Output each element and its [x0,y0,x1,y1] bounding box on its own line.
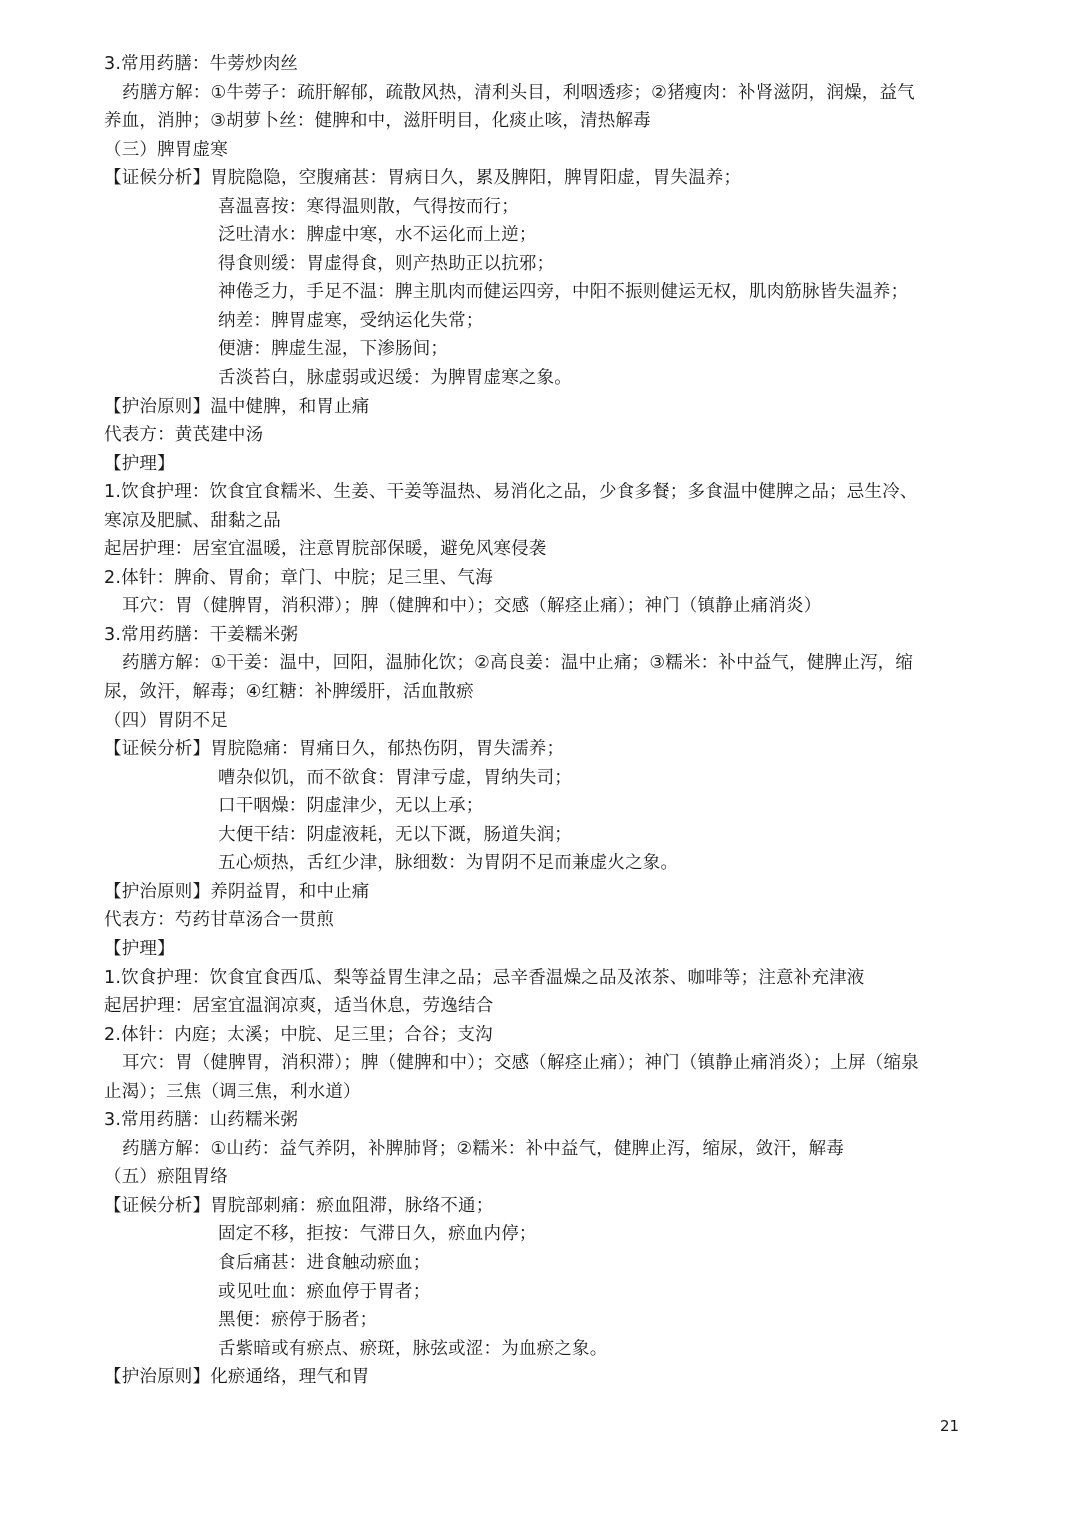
text-line: 【护理】 [104,938,175,959]
text-line: 纳差：脾胃虚寒，受纳运化失常； [218,310,484,331]
text-line: 食后痛甚：进食触动瘀血； [218,1252,431,1273]
section-heading: （四）胃阴不足 [104,710,228,731]
text-line: 2.体针：脾俞、胃俞；章门、中脘；足三里、气海 [104,567,493,588]
text-line: 五心烦热，舌红少津，脉细数：为胃阴不足而兼虚火之象。 [218,853,679,874]
text-line: 养血，消肿；③胡萝卜丝：健脾和中，滋肝明目，化痰止咳，清热解毒 [104,111,651,132]
text-line: 【证候分析】胃脘隐痛：胃痛日久，郁热伤阴，胃失濡养； [104,739,565,760]
text-line: 得食则缓：胃虚得食，则产热助正以抗邪； [218,253,555,274]
text-line: 大便干结：阴虚液耗，无以下溉，肠道失润； [218,824,572,845]
section-heading: （五）瘀阻胃络 [104,1167,228,1188]
text-line: 寒凉及肥腻、甜黏之品 [104,510,281,531]
text-line: 起居护理：居室宜温暖，注意胃脘部保暖，避免风寒侵袭 [104,539,547,560]
text-line: 1.饮食护理：饮食宜食西瓜、梨等益胃生津之品；忌辛香温燥之品及浓茶、咖啡等；注意补充津液 [104,967,865,988]
text-line: 口干咽燥：阴虚津少，无以上承； [218,796,484,817]
section-heading: （三）脾胃虚寒 [104,139,228,160]
text-line: 黑便：瘀停于肠者； [218,1310,378,1331]
text-line: 代表方：芍药甘草汤合一贯煎 [104,910,335,931]
text-line: 【护理】 [104,453,175,474]
text-line: 耳穴：胃（健脾胃，消积滞）；脾（健脾和中）；交感（解痉止痛）；神门（镇静止痛消炎）；上屏（缩泉 [122,1053,919,1074]
text-line: 神倦乏力，手足不温：脾主肌肉而健运四旁，中阳不振则健运无权，肌肉筋脉皆失温养； [218,282,909,303]
text-line: 2.体针：内庭；太溪；中脘、足三里；合谷；支沟 [104,1024,493,1045]
text-line: 药膳方解：①牛蒡子：疏肝解郁，疏散风热，清利头目，利咽透疹；②猪瘦肉：补肾滋阴，润燥，益气 [122,82,915,103]
text-line: 喜温喜按：寒得温则散，气得按而行； [218,196,519,217]
text-line: 药膳方解：①山药：益气养阴，补脾肺肾；②糯米：补中益气，健脾止泻，缩尿，敛汗，解毒 [122,1138,845,1159]
text-line: 【护治原则】化瘀通络，理气和胃 [104,1367,370,1388]
text-line: 代表方：黄芪建中汤 [104,425,264,446]
text-line: 3.常用药膳：干姜糯米粥 [104,624,299,645]
text-line: 嘈杂似饥，而不欲食：胃津亏虚，胃纳失司； [218,767,572,788]
text-line: 舌淡苔白，脉虚弱或迟缓：为脾胃虚寒之象。 [218,368,572,389]
text-line: 泛吐清水：脾虚中寒，水不运化而上逆； [218,225,537,246]
text-line: 1.饮食护理：饮食宜食糯米、生姜、干姜等温热、易消化之品，少食多餐；多食温中健脾之品；忌生冷、 [104,482,918,503]
document-body [104,50,984,1392]
text-line: 药膳方解：①干姜：温中，回阳，温肺化饮；②高良姜：温中止痛；③糯米：补中益气，健脾止泻，缩 [122,653,914,674]
text-line: 尿，敛汗，解毒；④红糖：补脾缓肝，活血散瘀 [104,682,474,703]
text-line: 耳穴：胃（健脾胃，消积滞）；脾（健脾和中）；交感（解痉止痛）；神门（镇静止痛消炎） [122,596,822,617]
text-line: 或见吐血：瘀血停于胃者； [218,1281,431,1302]
text-line: 起居护理：居室宜温润凉爽，适当休息，劳逸结合 [104,996,494,1017]
text-line: 3.常用药膳：山药糯米粥 [104,1110,299,1131]
text-line: 3.常用药膳：牛蒡炒肉丝 [104,54,299,74]
text-line: 【护治原则】养阴益胃，和中止痛 [104,881,370,902]
page-number: 21 [940,1417,960,1435]
text-line: 舌紫暗或有瘀点、瘀斑，脉弦或涩：为血瘀之象。 [218,1338,608,1359]
text-line: 【证候分析】胃脘隐隐，空腹痛甚：胃病日久，累及脾阳，脾胃阳虚，胃失温养； [104,168,742,189]
text-line: 固定不移，拒按：气滞日久，瘀血内停； [218,1224,537,1245]
text-line: 止渴）；三焦（调三焦，利水道） [104,1081,361,1102]
text-line: 【护治原则】温中健脾，和胃止痛 [104,396,370,417]
text-line: 便溏：脾虚生湿，下渗肠间； [218,339,449,360]
text-line: 【证候分析】胃脘部刺痛：瘀血阻滞，脉络不通； [104,1195,494,1216]
